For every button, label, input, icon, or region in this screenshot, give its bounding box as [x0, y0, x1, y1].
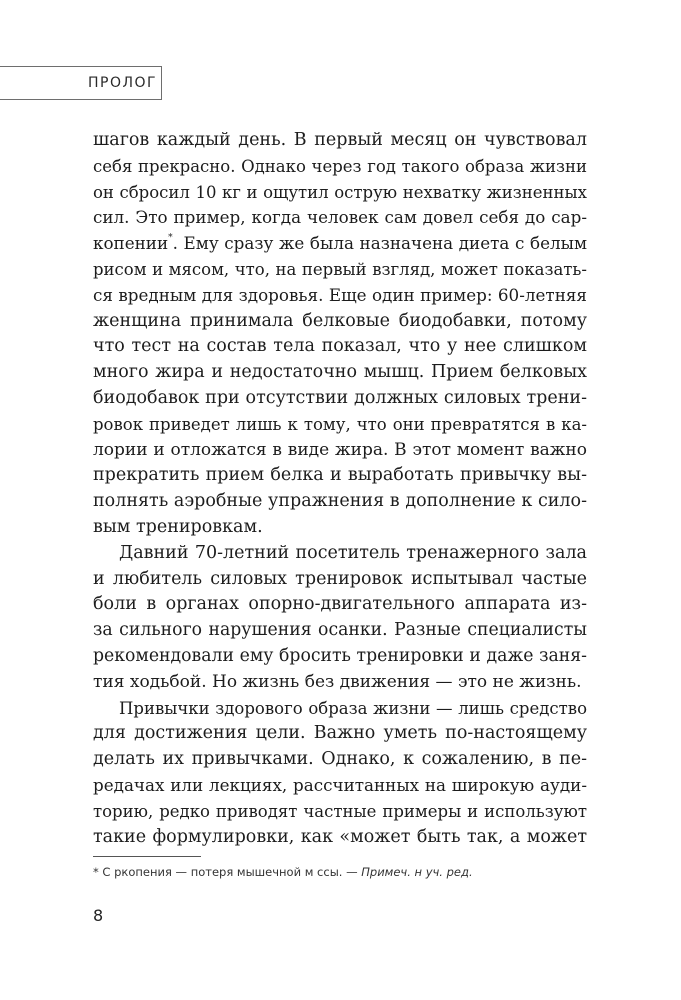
text-line: много жира и недостаточно мышц. Прием белковых	[93, 362, 587, 383]
text-line: полнять аэробные упражнения в дополнение к сило-	[93, 491, 587, 512]
text-fragment: . Ему сразу же была назначена диета с белым	[172, 233, 587, 254]
text-line: рекомендовали ему бросить тренировки и даже заня-	[93, 645, 587, 666]
page-number: 8	[93, 906, 104, 925]
text-line: себя прекрасно. Однако через год такого образа жизни	[93, 156, 587, 176]
text-fragment: копении	[93, 233, 169, 254]
text-line: сил. Это пример, когда человек сам довел себя до сар-	[93, 207, 587, 228]
footnote	[93, 865, 473, 879]
text-line: тия ходьбой. Но жизнь без движения — это не жизнь.	[93, 671, 582, 692]
text-line: он сбросил 10 кг и ощутил острую нехватку жизненных	[93, 182, 587, 202]
text-line: за сильного нарушения осанки. Разные специалисты	[93, 620, 587, 641]
text-line: ровок приведет лишь к тому, что они превратятся в ка-	[93, 414, 587, 434]
text-line: лории и отложатся в виде жира. В этот момент важно	[93, 439, 587, 460]
text-line: вым тренировкам.	[93, 516, 263, 537]
section-header-label: ПРОЛОГ	[88, 75, 158, 91]
text-line: рисом и мясом, что, на первый взгляд, может показать-	[93, 259, 587, 279]
text-line: ся вредным для здоровья. Еще один пример: 60-летняя	[93, 284, 587, 305]
text-line: делать их привычками. Однако, к сожалению, в пе-	[93, 749, 587, 770]
text-line: редачах или лекциях, рассчитанных на широкую ауди-	[93, 774, 587, 795]
text-line: торию, редко приводят частные примеры и используют	[93, 801, 587, 821]
footnote-editor-note: Примеч. н уч. ред.	[361, 865, 473, 879]
text-line: женщина принимала белковые биодобавки, потому	[93, 310, 587, 331]
text-line: что тест на состав тела показал, что у нее слишком	[93, 336, 587, 357]
text-line: прекратить прием белка и выработать привычку вы-	[93, 465, 587, 486]
text-line: и любитель силовых тренировок испытывал частые	[93, 568, 587, 589]
footnote-text: * С ркопения — потеря мышечной м ссы. —	[93, 865, 358, 879]
text-line: шагов каждый день. В первый месяц он чувствовал	[93, 130, 587, 150]
text-line: такие формулировки, как «может быть так, а может	[93, 826, 587, 847]
text-line: Привычки здорового образа жизни — лишь средство	[119, 698, 587, 718]
body-text	[93, 128, 587, 850]
footnote-divider	[93, 856, 201, 857]
footnote-marker: *	[168, 233, 173, 244]
text-line	[93, 231, 587, 257]
text-line: Давний 70-летний посетитель тренажерного зала	[119, 542, 587, 563]
text-line: боли в органах опорно-двигательного аппарата из-	[93, 594, 587, 615]
text-line: для достижения цели. Важно уметь по-настоящему	[93, 723, 587, 744]
text-line: биодобавок при отсутствии должных силовых трени-	[93, 387, 587, 408]
